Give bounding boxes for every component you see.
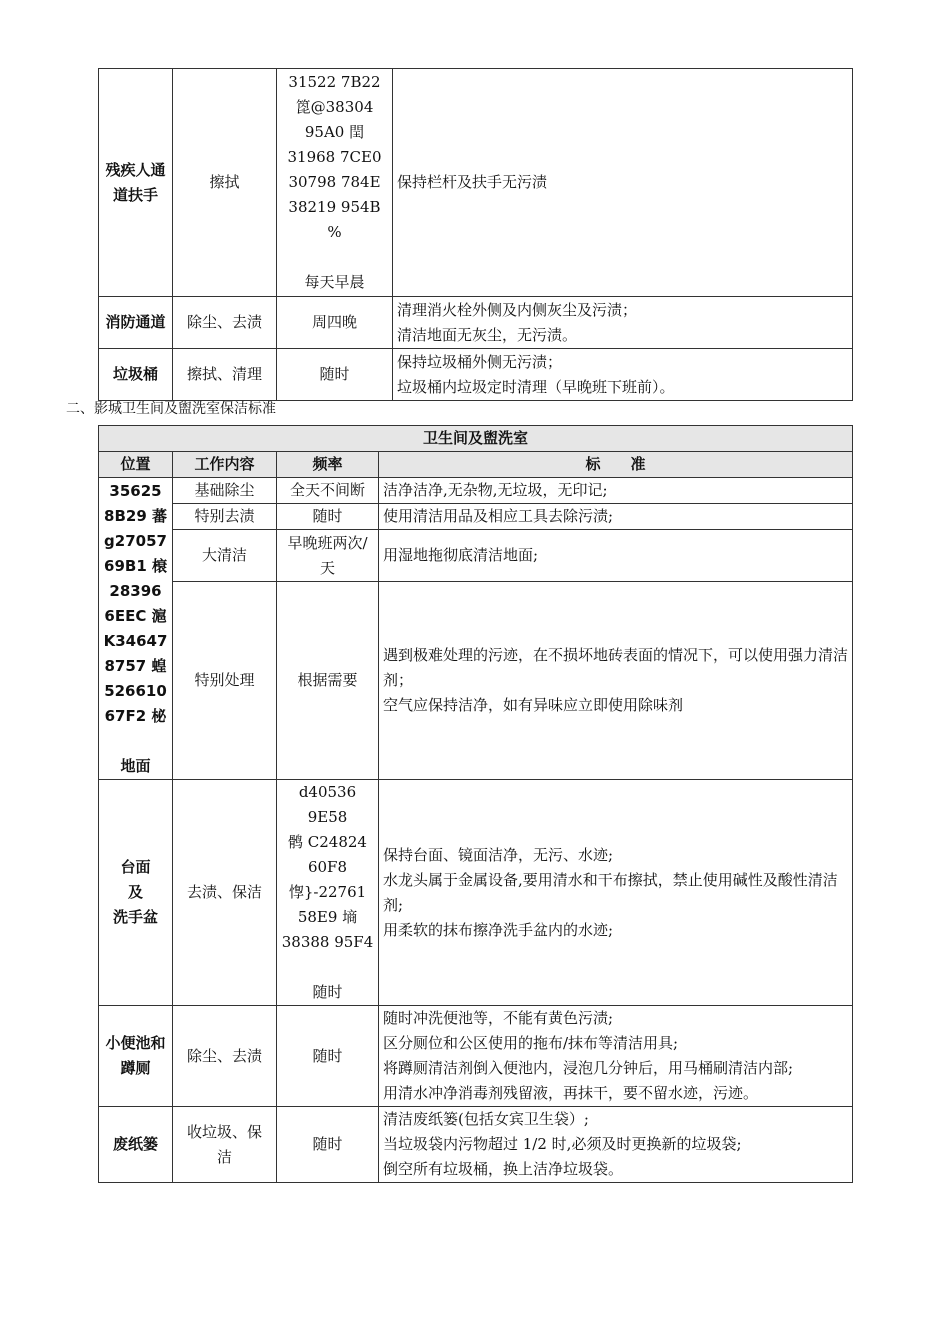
standard-cell: 清洁废纸篓(包括女宾卫生袋）; 当垃圾袋内污物超过 1/2 时,必须及时更换新的垃圾袋; 倒空所有垃圾桶，换上洁净垃圾袋。 [379, 1107, 853, 1183]
table-row [99, 69, 853, 297]
position-cell: 垃圾桶 [99, 349, 173, 401]
frequency-cell: 根据需要 [277, 582, 379, 780]
position-cell: 废纸篓 [99, 1107, 173, 1183]
frequency-cell: 31522 7B22 箆@38304 95A0 閏 31968 7CE0 30798 784E 38219 954B % 每天早晨 [277, 69, 393, 297]
frequency-cell: 全天不间断 [277, 478, 379, 504]
table-row [99, 1107, 853, 1183]
table-row [99, 349, 853, 401]
frequency-cell: 周四晚 [277, 297, 393, 349]
work-cell: 除尘、去渍 [173, 297, 277, 349]
frequency-cell: 随时 [277, 1107, 379, 1183]
column-header: 工作内容 [173, 452, 277, 478]
table-row [99, 582, 853, 780]
table-row [99, 504, 853, 530]
standard-cell: 洁净洁净,无杂物,无垃圾，无印记; [379, 478, 853, 504]
work-cell: 擦拭 [173, 69, 277, 297]
cleaning-table-2 [98, 425, 853, 1183]
work-cell: 擦拭、清理 [173, 349, 277, 401]
table-row [99, 530, 853, 582]
table-caption-row [99, 426, 853, 452]
column-header: 频率 [277, 452, 379, 478]
position-cell: 台面 及 洗手盆 [99, 780, 173, 1006]
frequency-cell: 随时 [277, 504, 379, 530]
work-cell: 大清洁 [173, 530, 277, 582]
frequency-cell: 随时 [277, 1006, 379, 1107]
column-header: 位置 [99, 452, 173, 478]
standard-cell: 保持栏杆及扶手无污渍 [393, 69, 853, 297]
table-caption: 卫生间及盥洗室 [99, 426, 853, 452]
standard-cell: 遇到极难处理的污迹，在不损坏地砖表面的情况下，可以使用强力清洁剂； 空气应保持洁净，如有异味应立即使用除味剂 [379, 582, 853, 780]
cleaning-table-1 [98, 68, 853, 401]
table-header-row [99, 452, 853, 478]
frequency-cell: 早晚班两次/ 天 [277, 530, 379, 582]
standard-cell: 用湿地拖彻底清洁地面; [379, 530, 853, 582]
frequency-cell: d40536 9E58 鹘 C24824 60F8 惸}-22761 58E9 墒 38388 95F4 随时 [277, 780, 379, 1006]
frequency-cell: 随时 [277, 349, 393, 401]
work-cell: 收垃圾、保 洁 [173, 1107, 277, 1183]
table-row [99, 297, 853, 349]
work-cell: 去渍、保洁 [173, 780, 277, 1006]
table-row [99, 1006, 853, 1107]
standard-cell: 保持台面、镜面洁净，无污、水迹; 水龙头属于金属设备,要用清水和干布擦拭，禁止使用碱性及酸性清洁剂; 用柔软的抹布擦净洗手盆内的水迹; [379, 780, 853, 1006]
section-2-title: 二、影城卫生间及盥洗室保洁标准 [66, 401, 276, 417]
column-header: 标 准 [379, 452, 853, 478]
work-cell: 除尘、去渍 [173, 1006, 277, 1107]
work-cell: 特别处理 [173, 582, 277, 780]
work-cell: 特别去渍 [173, 504, 277, 530]
standard-cell: 使用清洁用品及相应工具去除污渍; [379, 504, 853, 530]
position-cell: 小便池和 蹲厕 [99, 1006, 173, 1107]
table-row [99, 478, 853, 504]
standard-cell: 随时冲洗便池等，不能有黄色污渍; 区分厕位和公区使用的拖布/抹布等清洁用具; 将蹲厕清洁剂倒入便池内，浸泡几分钟后，用马桶刷清洁内部; 用清水冲净消毒剂残留液，再抹干，要不留水迹，污迹。 [379, 1006, 853, 1107]
work-cell: 基础除尘 [173, 478, 277, 504]
standard-cell: 保持垃圾桶外侧无污渍； 垃圾桶内垃圾定时清理（早晚班下班前）。 [393, 349, 853, 401]
position-cell: 消防通道 [99, 297, 173, 349]
position-cell: 35625 8B29 蕃 g27057 69B1 榱 28396 6EEC 滬 K34647 8757 蝗 526610 67F2 柲 地面 [99, 478, 173, 780]
standard-cell: 清理消火栓外侧及内侧灰尘及污渍； 清洁地面无灰尘，无污渍。 [393, 297, 853, 349]
position-cell: 残疾人通 道扶手 [99, 69, 173, 297]
table-row [99, 780, 853, 1006]
